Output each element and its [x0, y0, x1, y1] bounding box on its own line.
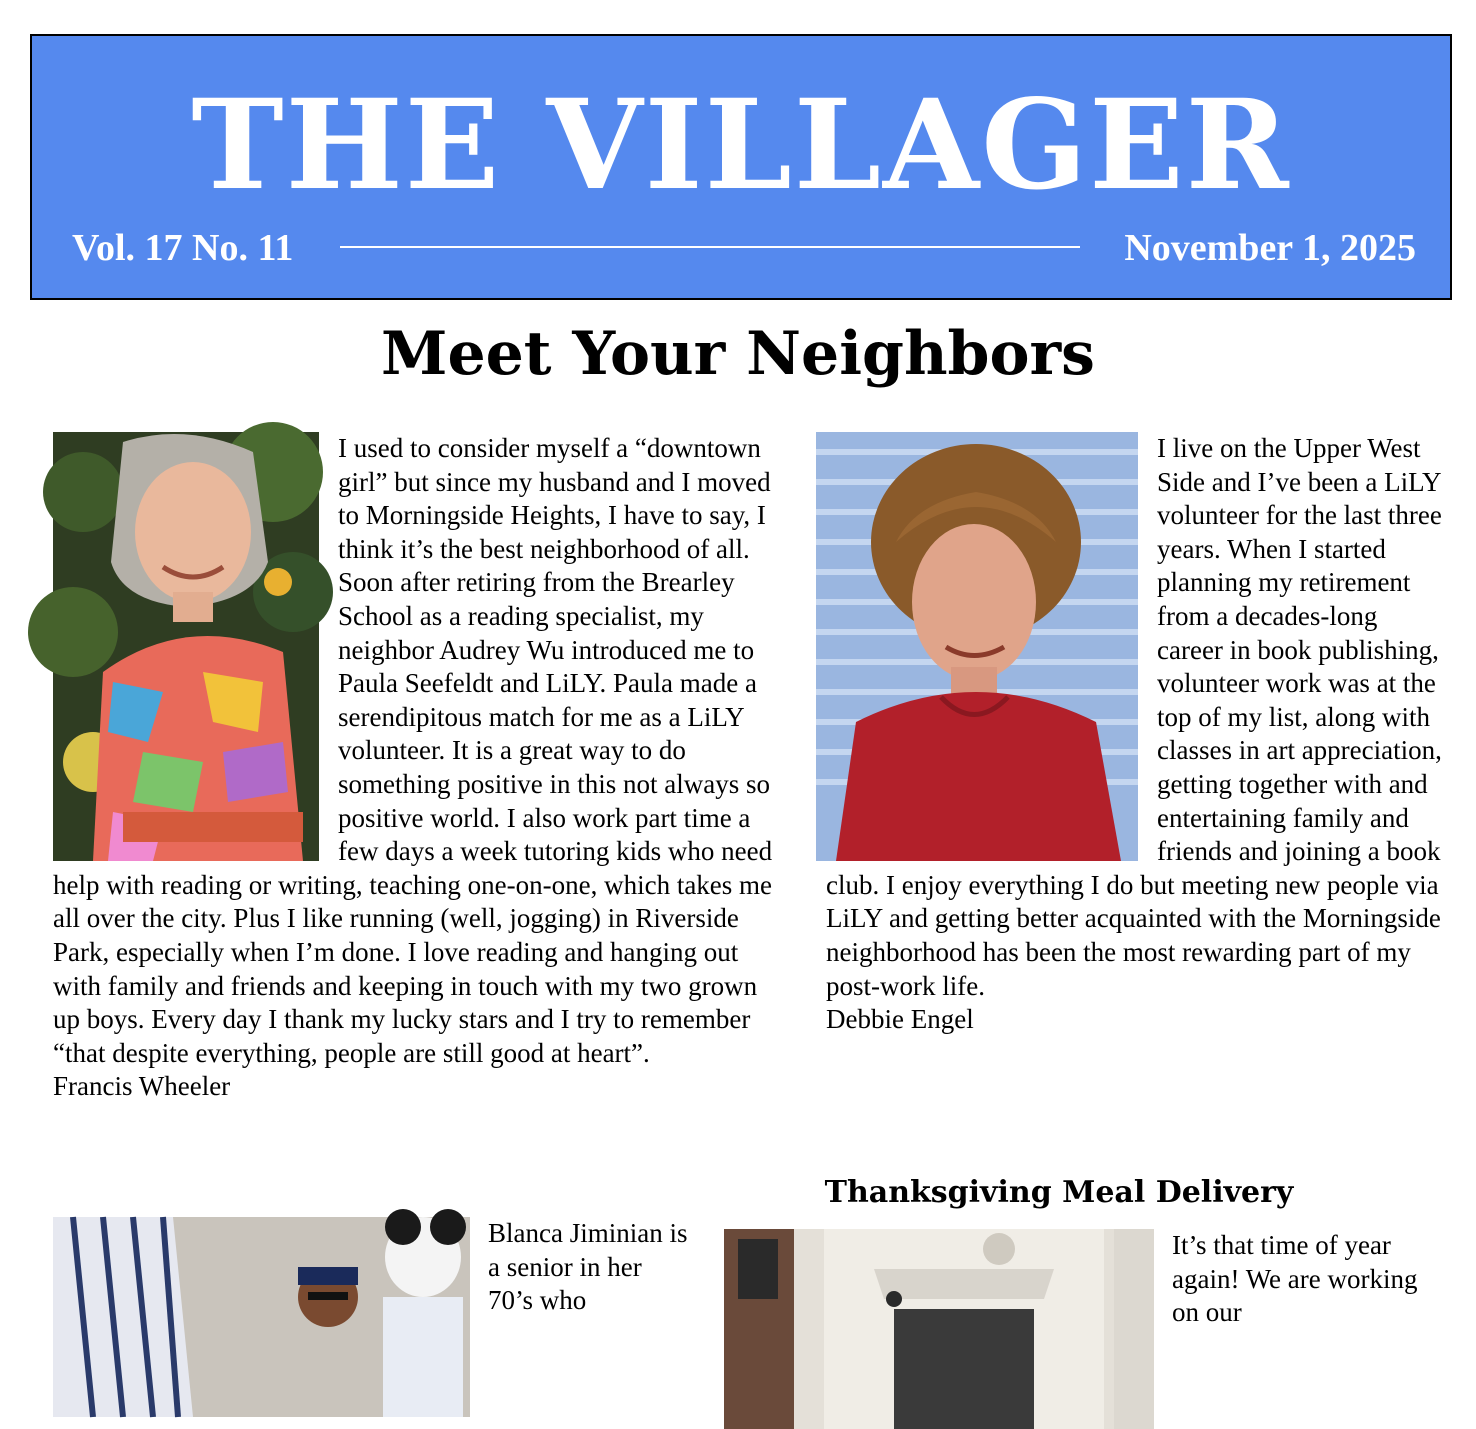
photo-building — [724, 1229, 1154, 1429]
article-thanksgiving — [724, 1229, 1424, 1328]
photo-francis — [53, 432, 319, 861]
photo-blanca — [53, 1217, 470, 1417]
article-body: I used to consider myself a “downtown girl” but since my husband and I moved to Morningside Heights, I have to say, I think it’s the best neighborhood of all. Soon after retiring from the Brearley School as a reading specialist, my neighbor Audrey Wu introduced me to Paula Seefeldt and LiLY. Paula made a serendipitous match for me as a LiLY volunteer. It is a great way to do something positive in this not always so positive world. I also work part time a few days a week tutoring kids who need help with reading or writing, teaching one-on-one, which takes me all over the city. Plus I like running (well, jogging) in Riverside Park, especially when I’m done. I love reading and hanging out with family and friends and keeping in touch with my two grown up boys. Every day I thank my lucky stars and I try to remember “that despite everything, people are still good at heart”. — [53, 433, 773, 1068]
article-author: Francis Wheeler — [53, 1071, 231, 1102]
article-blanca — [53, 1217, 693, 1316]
article-francis — [53, 432, 783, 1104]
section-title: Meet Your Neighbors — [381, 319, 1095, 389]
masthead-divider — [340, 246, 1080, 248]
article-body: Blanca Jiminian is a senior in her 70’s who — [488, 1218, 688, 1316]
newsletter-title: THE VILLAGER — [191, 73, 1291, 218]
article-author: Debbie Engel — [826, 1004, 974, 1035]
article-debbie — [816, 432, 1448, 1037]
thanksgiving-body: It’s that time of year again! We are working on our — [1172, 1230, 1418, 1328]
thanksgiving-title: Thanksgiving Meal Delivery — [824, 1175, 1294, 1210]
masthead — [30, 34, 1452, 300]
article-body: I live on the Upper West Side and I’ve been a LiLY volunteer for the last three years. When I started planning my retirement from a decades-long career in book publishing, volunteer work was at the top of my list, along with classes in art appreciation, getting together with and entertaining family and friends and joining a book club. I enjoy everything I do but meeting new people via LiLY and getting better acquainted with the Morningside neighborhood has been the most rewarding part of my post-work life. — [826, 433, 1442, 1001]
volume-number: Vol. 17 No. 11 — [72, 227, 294, 269]
issue-date: November 1, 2025 — [1124, 227, 1416, 269]
photo-debbie — [816, 432, 1138, 861]
